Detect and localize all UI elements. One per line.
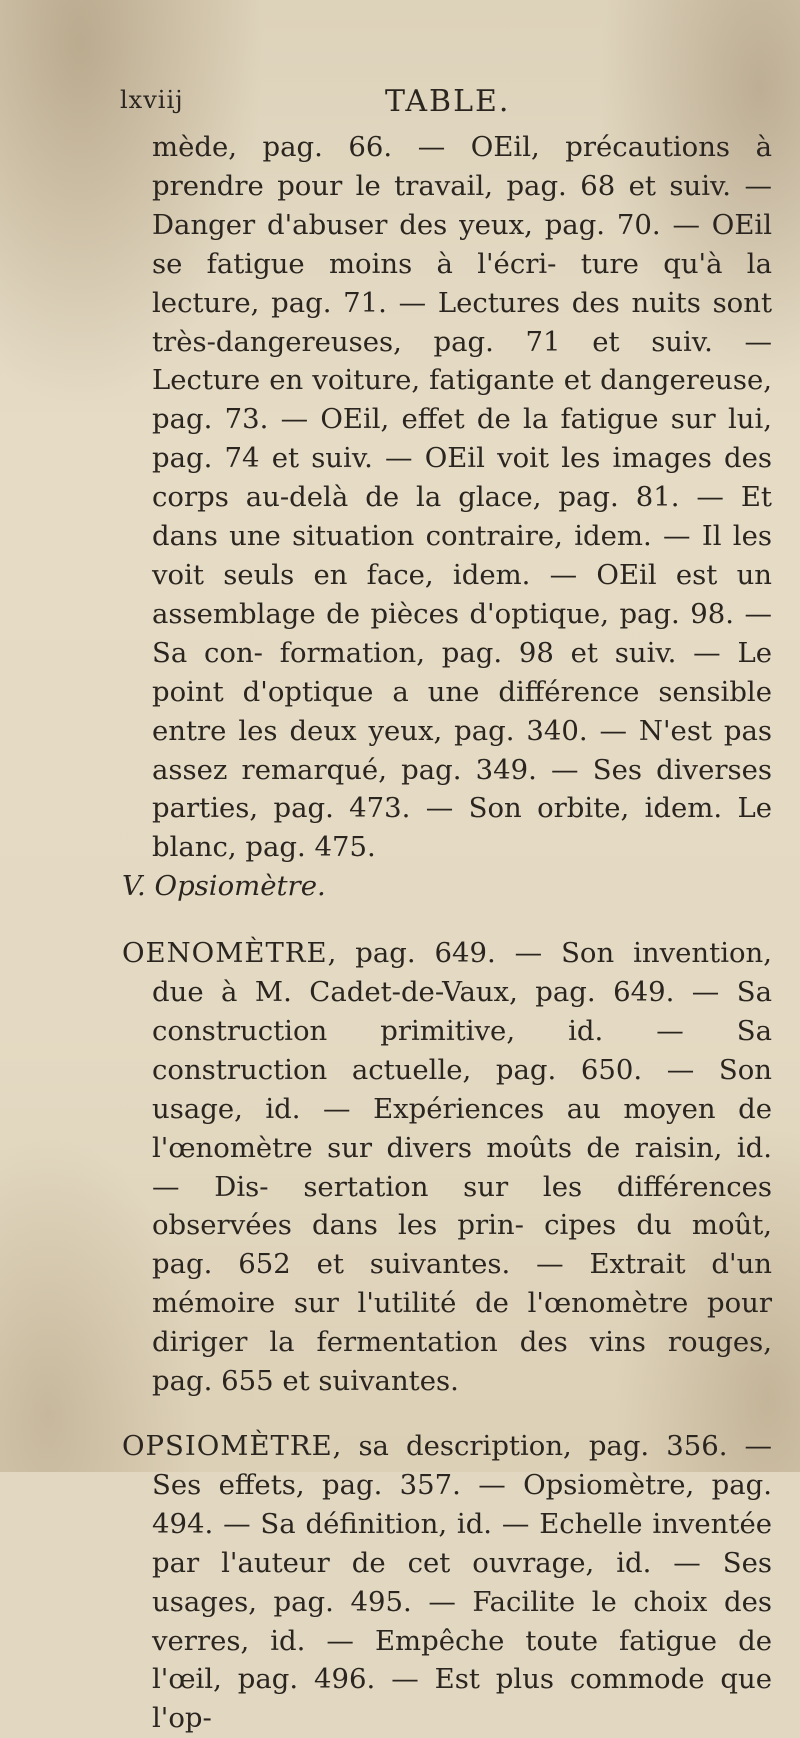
cross-reference: V. Opsiomètre. [122,870,326,903]
entry-headword: OPSIOMÈTRE [122,1430,333,1462]
entry-line: sont très-dangereuses, pag. 71 et suiv. — Lecture [152,286,772,397]
entry-line: des yeux, pag. 70. — OEil se fatigue moins à l'écri- [152,208,772,280]
entry-line: pag. 340. — N'est pas assez remarqué, pag. 349. — [152,714,773,786]
entry-line: , sa description, pag. 356. — Ses [152,1430,772,1501]
entry-spacing [122,1401,772,1427]
entry-line: glace, pag. 81. — Et dans une situation contraire, [152,481,772,553]
index-entry-oenometre [122,934,772,1401]
running-head: TABLE. [385,84,511,119]
entry-line: et suivantes. [282,1365,459,1398]
entry-line: en voiture, fatigante et dangereuse, pag. 73. — [152,364,772,436]
entry-line: cipes du moût, pag. 652 et suivantes. — Extrait [152,1209,773,1281]
entry-line: d'un mémoire sur l'utilité de l'œnomètre pour [152,1248,772,1320]
entry-line: l'œnomètre sur divers moûts de raisin, id. — Dis- [152,1131,772,1203]
entry-line: effets, pag. 357. — Opsiomètre, pag. 494. — Sa [152,1468,773,1540]
index-text [122,128,772,1738]
entry-line: OEil, effet de la fatigue sur lui, pag. 74 et suiv. [152,403,772,475]
entry-line: définition, id. — Echelle inventée par l'auteur de [152,1507,772,1579]
page-number: lxviij [120,86,184,114]
entry-line: formation, pag. 98 et suiv. — Le point d'optique [152,636,772,708]
entry-line: , pag. 649. — Son invention, due à [152,937,772,1009]
entry-line: sertation sur les différences observées dans les prin- [152,1170,772,1242]
continued-entry [122,128,772,867]
index-entry-opsiometre [122,1427,772,1738]
entry-line: Le blanc, pag. 475. [152,792,772,864]
entry-line: cet ouvrage, id. — Ses usages, pag. 495. — Facilite [152,1546,772,1618]
entry-line: ture qu'à la lecture, pag. 71. — Lectures des nuits [152,247,772,319]
entry-line: le choix des verres, id. — Empêche toute fatigue [152,1585,772,1657]
entry-headword: OENOMÈTRE [122,937,328,970]
entry-line: Ses diverses parties, pag. 473. — Son orbite, idem. [152,753,772,825]
entry-line: — Son usage, id. — Expériences au moyen de [152,1053,772,1125]
entry-line: idem. — Il les voit seuls en face, idem. — OEil est un [152,520,772,591]
entry-line: primitive, id. — Sa construction actuelle, pag. 650. [152,1014,772,1086]
entry-line: de l'œil, pag. 496. — Est plus commode que l'op- [152,1624,772,1735]
entry-line: — OEil voit les images des corps au-delà de la [152,442,772,514]
entry-line: diriger la fermentation des vins rouges, pag. 655 [152,1326,772,1398]
page-header [120,86,760,126]
entry-line: a une différence sensible entre les deux yeux, [152,675,772,747]
entry-line: assemblage de pièces d'optique, pag. 98. — Sa con- [152,597,772,669]
entry-line: M. Cadet-de-Vaux, pag. 649. — Sa construction [152,976,772,1047]
entry-line: mède, pag. 66. — OEil, précautions à prendre [152,131,772,202]
entry-line: pour le travail, pag. 68 et suiv. — Danger d'abuser [152,169,772,241]
